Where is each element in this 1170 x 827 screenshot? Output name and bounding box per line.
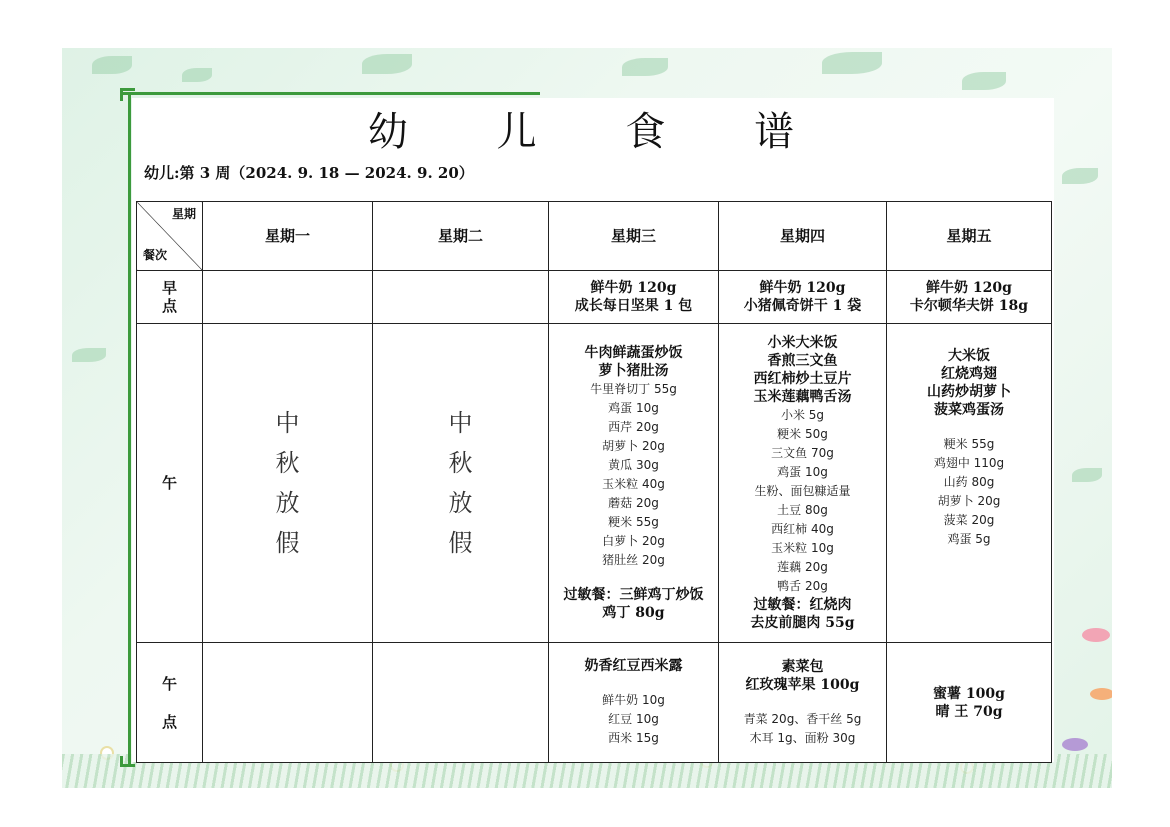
spacer [549,570,718,586]
day-header-wednesday: 星期三 [549,202,719,271]
ingredient: 粳米 55g [943,437,995,451]
dish-name: 素菜包 [781,658,824,675]
week-subtitle: 幼儿:第 3 周（2024. 9. 18 — 2024. 9. 20） [144,164,474,182]
day-header-monday: 星期一 [203,202,373,271]
leaf-decoration [962,72,1006,90]
ingredient: 山药 80g [943,475,995,489]
lunch-row [137,324,1052,643]
cell-tue-snack [373,643,549,763]
leaf-decoration [622,58,668,76]
ingredient: 三文鱼 70g [771,446,834,460]
ingredient: 莲藕 20g [777,560,828,574]
dish-name: 小米大米饭 [767,335,838,351]
leaf-decoration [362,54,412,74]
ingredient: 粳米 55g [608,515,659,529]
spacer [887,419,1051,435]
cell-fri-breakfast [887,271,1052,324]
frame-corner [120,756,135,767]
day-header-tuesday: 星期二 [373,202,549,271]
menu-item: 鲜牛奶 120g [926,280,1012,296]
ingredient: 西红柿 40g [771,522,834,536]
meal-label-text: 午点 [161,674,177,731]
ingredient: 红豆 10g [608,712,659,726]
ingredient: 青菜 20g、香干丝 5g [743,711,862,726]
dish-name: 玉米莲藕鸭舌汤 [753,389,852,405]
dish-name: 牛肉鲜蔬蛋炒饭 [584,345,683,361]
cell-mon-snack [203,643,373,763]
leaf-decoration [1062,168,1098,184]
corner-meal-label: 餐次 [143,248,168,262]
dish-name: 大米饭 [948,348,990,364]
snack-row [137,643,1052,763]
cell-wed-breakfast [549,271,719,324]
ingredient: 玉米粒 40g [602,477,665,491]
ingredient: 鸡翅中 110g [933,456,1005,470]
holiday-char: 秋 [275,449,300,477]
meal-label-snack [137,643,203,763]
menu-item: 鲜牛奶 120g [759,280,846,296]
cell-thu-lunch [719,324,887,643]
cell-mon-lunch [203,324,373,643]
allergy-meal: 去皮前腿肉 55g [750,615,855,631]
spacer [549,675,718,691]
flower-petal-decoration [1062,738,1088,751]
cell-thu-breakfast [719,271,887,324]
ingredient: 木耳 1g、面粉 30g [749,730,856,745]
ingredient: 西芹 20g [608,420,659,434]
corner-cell [137,202,203,271]
dish-name: 萝卜猪肚汤 [598,363,669,379]
flower-petal-decoration [1090,688,1112,700]
holiday-char: 假 [275,529,300,557]
ingredient: 鸡蛋 10g [777,465,828,479]
dish-name: 香煎三文鱼 [767,353,838,369]
ingredient: 土豆 80g [777,503,828,517]
menu-item: 鲜牛奶 120g [590,280,677,296]
spacer [719,694,886,710]
holiday-char: 秋 [448,449,473,477]
ingredient: 猪肚丝 20g [602,553,665,567]
breakfast-row [137,271,1052,324]
ingredient: 玉米粒 10g [771,541,834,555]
cell-fri-snack [887,643,1052,763]
allergy-meal: 过敏餐：红烧肉 [753,597,852,613]
ingredient: 鸡蛋 10g [608,401,659,415]
ingredient: 鸡蛋 5g [947,532,991,546]
cell-fri-lunch [887,324,1052,643]
cell-tue-breakfast [373,271,549,324]
dish-name: 蜜薯 100g [933,685,1005,702]
menu-item: 卡尔顿华夫饼 18g [909,298,1029,314]
ingredient: 小米 5g [780,408,825,422]
page-title: 幼 儿 食 谱 [367,109,833,155]
cell-mon-breakfast [203,271,373,324]
dish-name: 山药炒胡萝卜 [927,384,1011,400]
ingredient: 鸭舌 20g [777,579,828,593]
ingredient: 黄瓜 30g [608,458,659,472]
header-row [137,202,1052,271]
holiday-char: 放 [275,489,300,517]
meal-label-breakfast [137,271,203,324]
holiday-char: 假 [448,529,473,557]
ingredient: 生粉、面包糠适量 [754,484,851,498]
holiday-char: 中 [275,409,300,437]
dish-name: 奶香红豆西米露 [584,658,683,674]
day-header-thursday: 星期四 [719,202,887,271]
spacer [887,549,1051,619]
leaf-decoration [182,68,212,82]
frame-line [128,92,131,764]
leaf-decoration [1072,468,1102,482]
frame-corner [120,88,135,101]
day-header-friday: 星期五 [887,202,1052,271]
ingredient: 白萝卜 20g [602,534,665,548]
menu-item: 成长每日坚果 1 包 [574,298,693,314]
corner-week-label: 星期 [171,207,196,221]
ingredient: 鲜牛奶 10g [602,693,665,707]
holiday-char: 中 [448,409,473,437]
frame-line [120,92,540,95]
ingredient: 胡萝卜 20g [602,439,665,453]
dish-name: 红玫瑰苹果 100g [745,676,860,693]
cell-tue-lunch [373,324,549,643]
meal-label-lunch: 午 [137,324,203,643]
dish-name: 晴 王 70g [935,703,1003,720]
leaf-decoration [822,52,882,74]
meal-label-text: 早点 [161,279,177,315]
ingredient: 牛里脊切丁 55g [590,382,677,396]
flower-petal-decoration [1082,628,1110,642]
holiday-char: 放 [448,489,473,517]
leaf-decoration [92,56,132,74]
allergy-meal: 鸡丁 80g [602,605,665,621]
cell-wed-lunch [549,324,719,643]
ingredient: 胡萝卜 20g [937,494,1001,508]
cell-thu-snack [719,643,887,763]
leaf-decoration [72,348,106,362]
dish-name: 菠菜鸡蛋汤 [934,402,1004,418]
ingredient: 西米 15g [608,731,659,745]
ingredient: 菠菜 20g [943,513,995,527]
ingredient: 粳米 50g [777,427,828,441]
allergy-meal: 过敏餐：三鲜鸡丁炒饭 [563,587,704,603]
dish-name: 红烧鸡翅 [941,366,997,382]
menu-table [136,201,1052,763]
cell-wed-snack [549,643,719,763]
dish-name: 西红柿炒土豆片 [753,371,852,387]
menu-item: 小猪佩奇饼干 1 袋 [743,298,862,314]
ingredient: 蘑菇 20g [608,496,659,510]
